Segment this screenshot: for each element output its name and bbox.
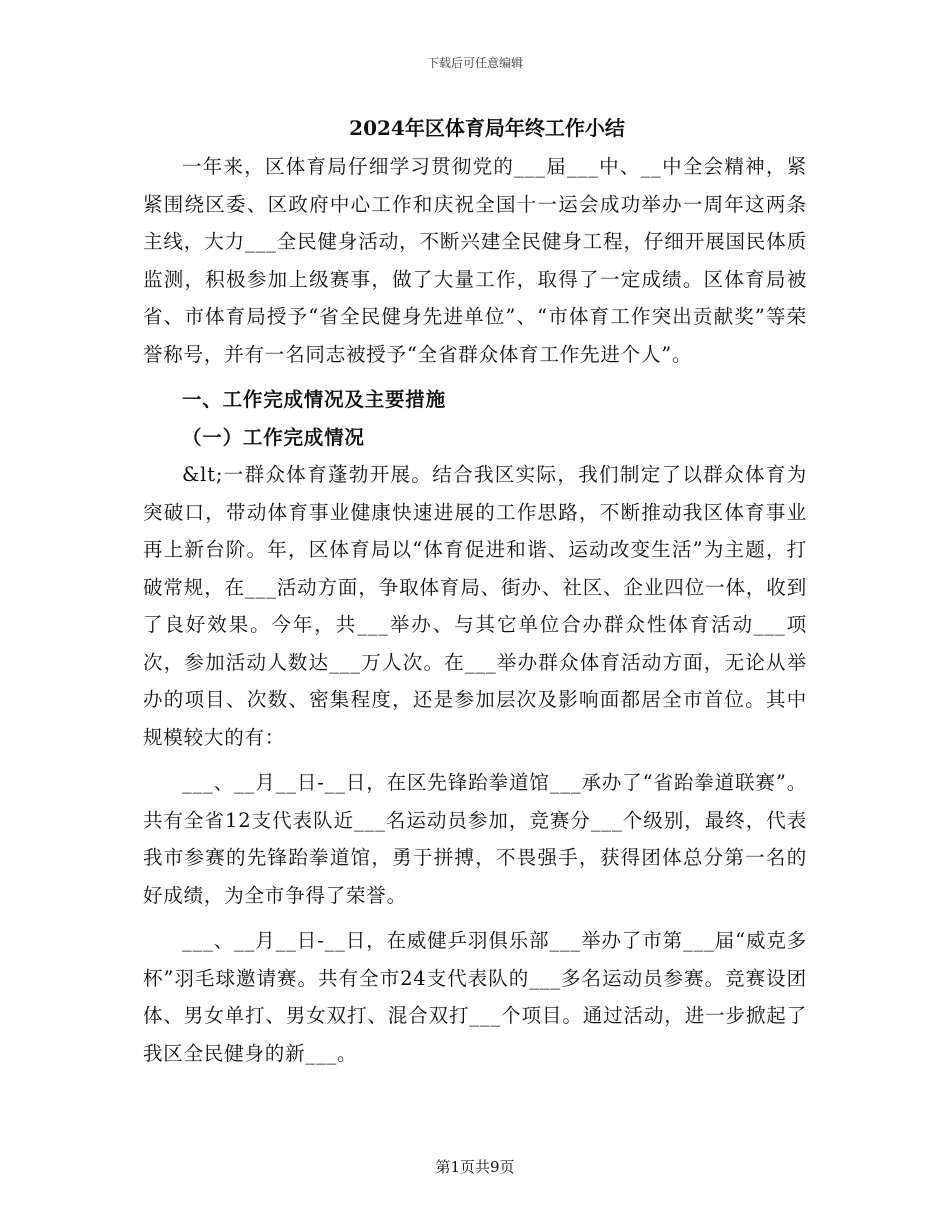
intro-paragraph: 一年来，区体育局仔细学习贯彻党的___届___中、__中全会精神，紧紧围绕区委、区政府中心工作和庆祝全国十一运会成功举办一周年这两条主线，大力___全民健身活动，不断兴建全民健身工程，仔细开展国民体质监测，积极参加上级赛事，做了大量工作，取得了一定成绩。区体育局被省、市体育局授予“省全民健身先进单位”、“市体育工作突出贡献奖”等荣誉称号，并有一名同志被授予“全省群众体育工作先进个人”。	[143, 155, 807, 366]
body-paragraph-2: ___、__月__日-__日，在区先锋跆拳道馆___承办了“省跆拳道联赛”。共有全省12支代表队近___名运动员参加，竞赛分___个级别，最终，代表我市参赛的先锋跆拳道馆，勇于拼搏，不畏强手，获得团体总分第一名的好成绩，为全市争得了荣誉。	[143, 771, 807, 907]
subsection-heading-1: （一）工作完成情况	[182, 425, 365, 449]
document-title: 2024年区体育局年终工作小结	[349, 116, 625, 140]
body-paragraph-1: &lt;一群众体育蓬勃开展。结合我区实际，我们制定了以群众体育为突破口，带动体育事业健康快速进展的工作思路，不断推动我区体育事业再上新台阶。年，区体育局以“体育促进和谐、运动改变生活”为主题，打破常规，在___活动方面，争取体育局、街办、社区、企业四位一体，收到了良好效果。今年，共___举办、与其它单位合办群众性体育活动___项次，参加活动人数达___万人次。在___举办群众体育活动方面，无论从举办的项目、次数、密集程度，还是参加层次及影响面都居全市首位。其中规模较大的有：	[143, 463, 807, 749]
document-body	[143, 112, 807, 1072]
page-header-note: 下载后可任意编辑	[426, 56, 523, 70]
page-number: 第1页共9页	[435, 1158, 515, 1176]
body-paragraph-3: ___、__月__日-__日，在威健乒羽俱乐部___举办了市第___届“威克多杯”羽毛球邀请赛。共有全市24支代表队的___多名运动员参赛。竞赛设团体、男女单打、男女双打、混合双打___个项目。通过活动，进一步掀起了我区全民健身的新___。	[143, 929, 807, 1065]
section-heading-1: 一、工作完成情况及主要措施	[182, 388, 446, 411]
